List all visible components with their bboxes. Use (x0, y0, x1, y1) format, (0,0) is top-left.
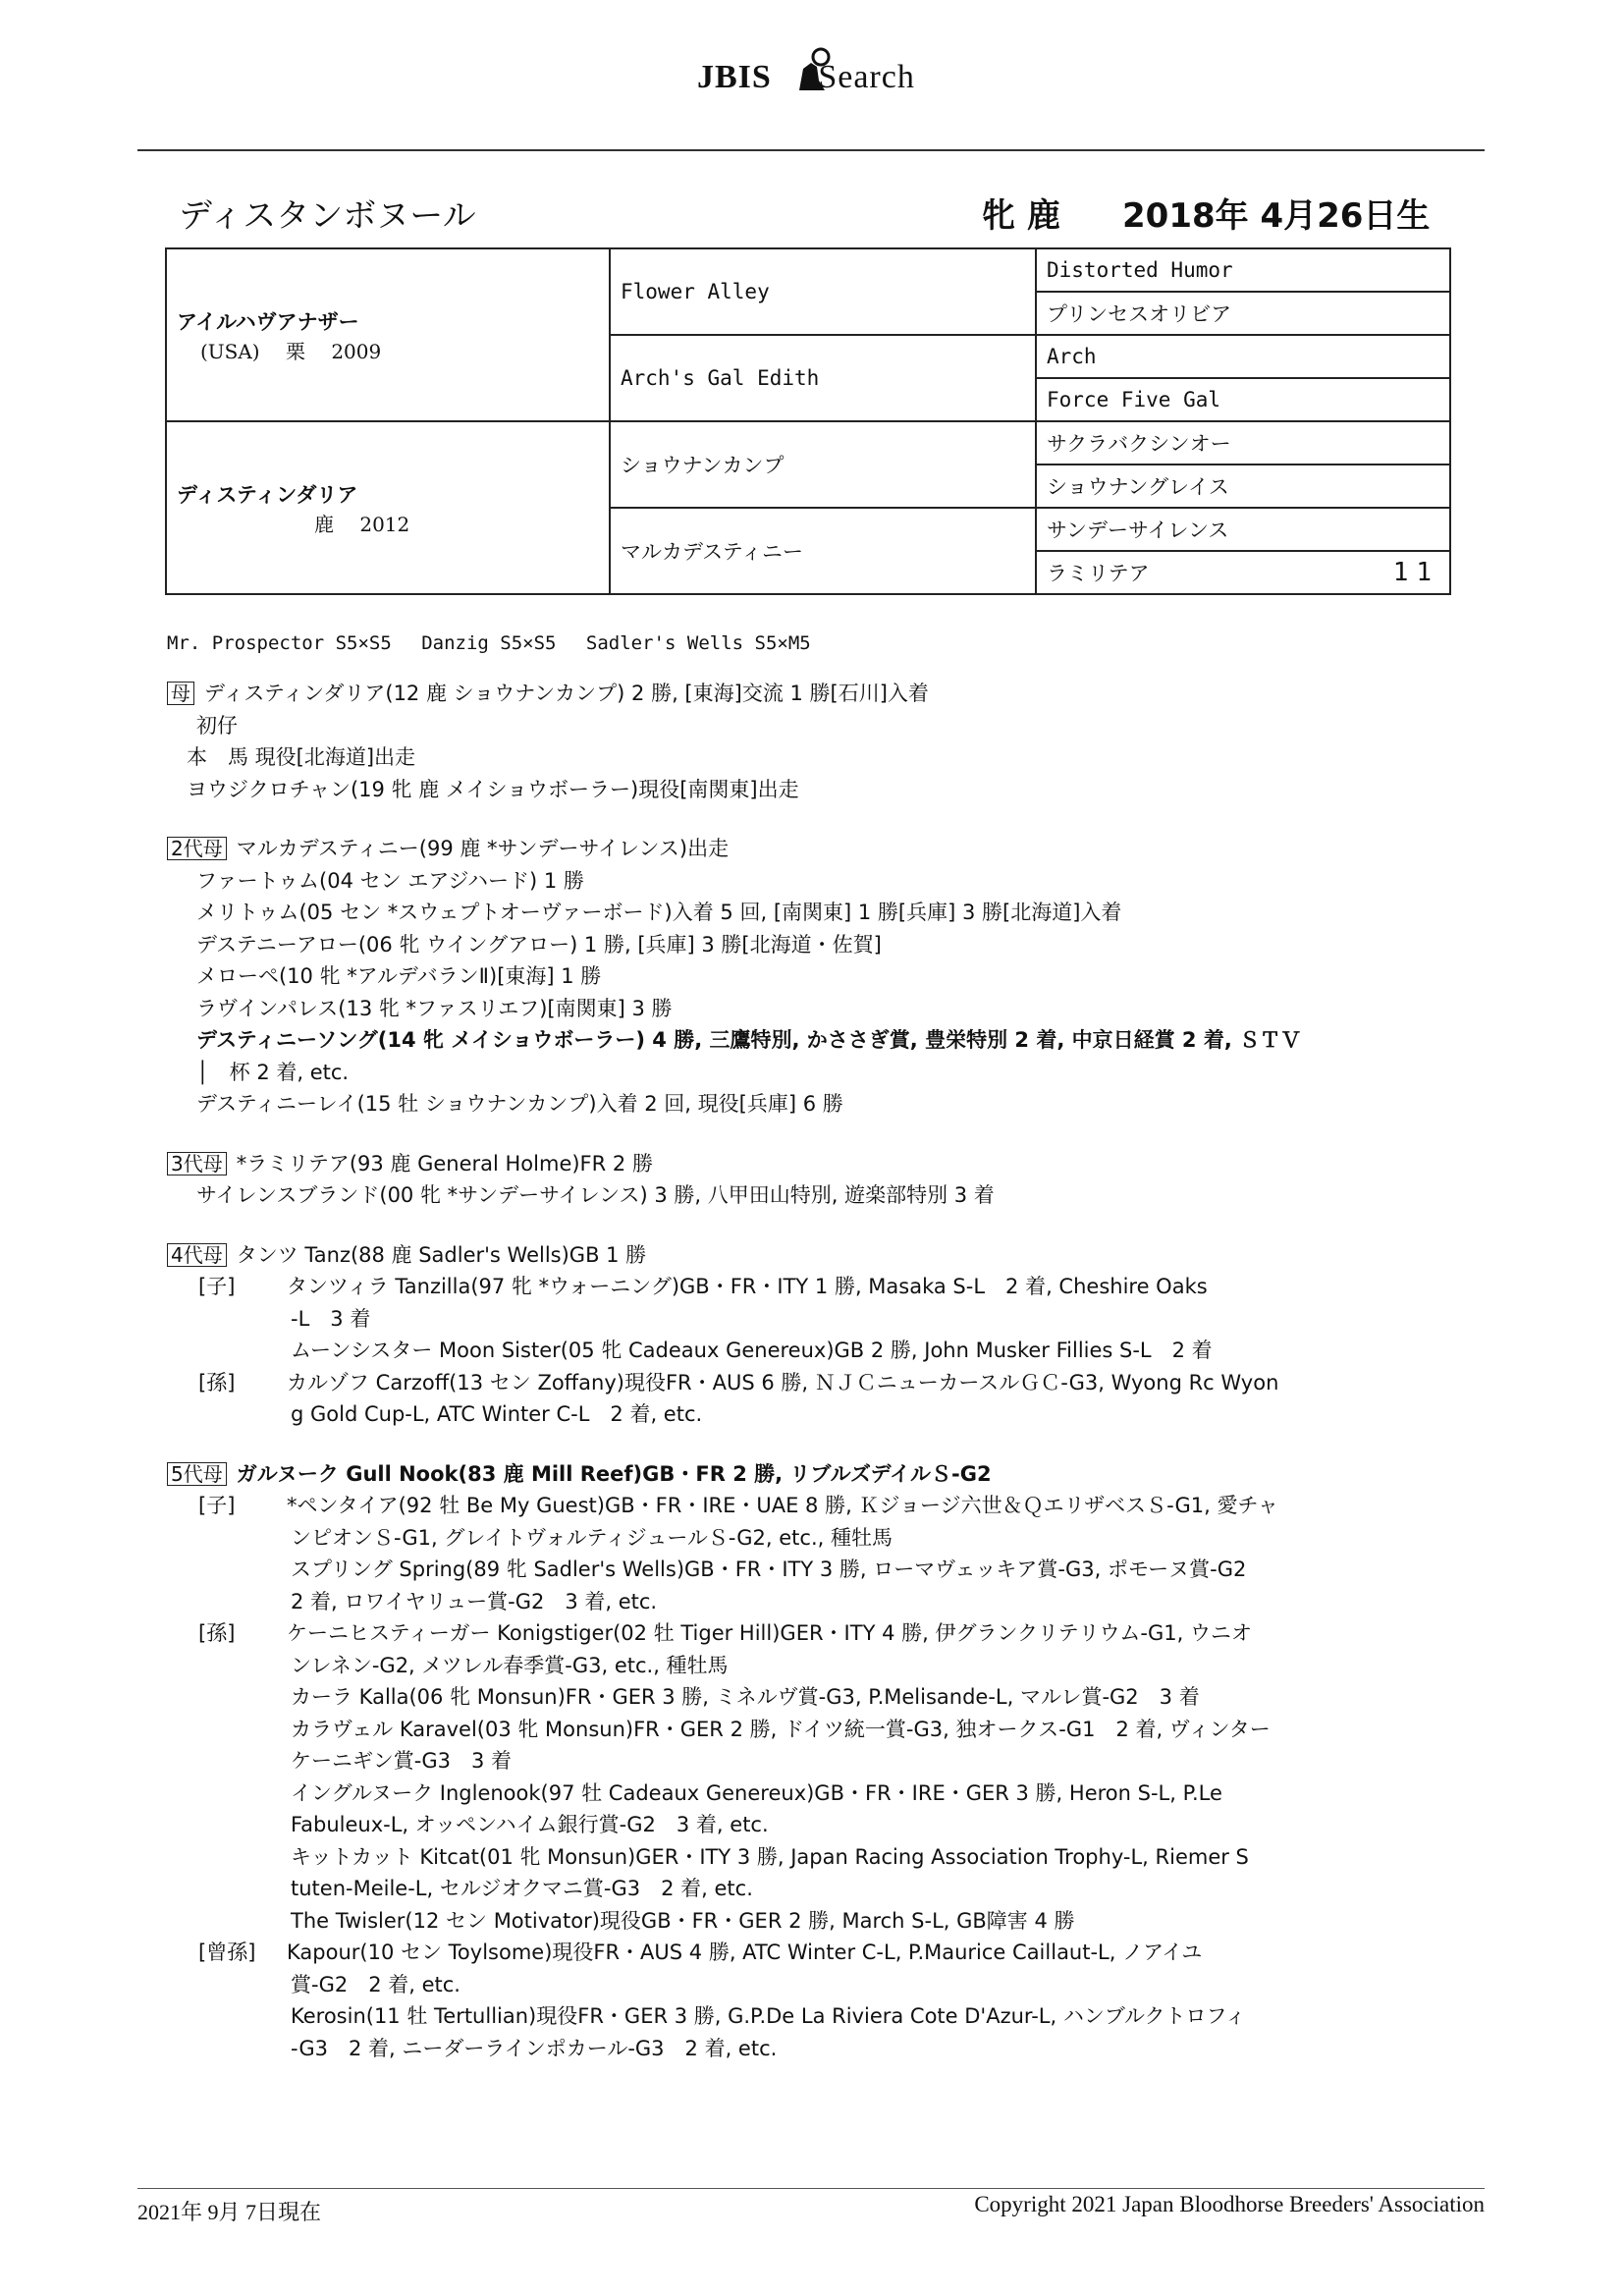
list-item: The Twisler(12 セン Motivator)現役GB・FR・GER 2 勝, March S-L, GB障害 4 勝 (291, 1908, 1075, 1933)
section-label-dam: 母 (167, 682, 194, 705)
section-label-2nd-dam: 2代母 (167, 837, 227, 860)
list-item: カーラ Kalla(06 牝 Monsun)FR・GER 3 勝, ミネルヴ賞-G3, P.Melisande-L, マルレ賞-G2 3 着 (291, 1685, 1200, 1709)
list-item: -G3 2 着, ニーダーラインポカール-G3 2 着, etc. (291, 2036, 778, 2060)
list-item: ラヴインパレス(13 牝 *ファスリエフ)[南関東] 3 勝 (196, 996, 673, 1020)
list-item: 初仔 (196, 713, 238, 738)
list-item: ファートゥム(04 セン エアジハード) 1 勝 (196, 868, 584, 893)
dam-head: ディスティンダリア(12 鹿 ショウナンカンプ) 2 勝, [東海]交流 1 勝[石川]入着 (204, 682, 929, 705)
list-item: キットカット Kitcat(01 牝 Monsun)GER・ITY 3 勝, Japan Racing Association Trophy-L, Riemer S (291, 1844, 1249, 1869)
list-item: g Gold Cup-L, ATC Winter C-L 2 着, etc. (291, 1402, 703, 1426)
horse-sex-color: 牝 鹿 (982, 196, 1060, 236)
list-item: 2 着, ロワイヤリュー賞-G2 3 着, etc. (291, 1589, 658, 1613)
ddd: ラミリテア (1047, 562, 1150, 585)
sdd: Force Five Gal (1036, 378, 1450, 421)
sire-cell (166, 248, 610, 421)
fifth-dam-head: ガルヌーク Gull Nook(83 鹿 Mill Reef)GB・FR 2 勝, リブルズデイルＳ-G2 (236, 1461, 992, 1486)
footer-copyright: Copyright 2021 Japan Bloodhorse Breeders' Association (974, 2192, 1485, 2216)
list-item: スプリング Spring(89 牝 Sadler's Wells)GB・FR・ITY 3 勝, ローマヴェッキア賞-G3, ポモーヌ賞-G2 (291, 1558, 1247, 1581)
sire-dam: Arch's Gal Edith (610, 335, 1036, 421)
list-item: ンレネン-G2, メツレル春季賞-G3, etc., 種牡馬 (291, 1653, 729, 1677)
tag-grandchild: [孫] (198, 1621, 236, 1645)
section-label-3rd-dam: 3代母 (167, 1152, 227, 1175)
list-item: ヨウジクロチャン(19 牝 鹿 メイショウボーラー)現役[南関東]出走 (187, 777, 799, 801)
family-record (167, 678, 1394, 2064)
list-item: カラヴェル Karavel(03 牝 Monsun)FR・GER 2 勝, ドイツ統一賞-G3, 独オークス-G1 2 着, ヴィンター (291, 1717, 1271, 1741)
horse-birth-date: 2018年 4月26日生 (1122, 196, 1431, 236)
sss: Distorted Humor (1036, 248, 1450, 292)
sire-sire: Flower Alley (610, 248, 1036, 335)
dds: サンデーサイレンス (1036, 508, 1450, 551)
dam-name: ディスティンダリア (177, 482, 358, 507)
list-item: メリトゥム(05 セン *スウェプトオーヴァーボード)入着 5 回, [南関東] 1 勝[兵庫] 3 勝[北海道]入着 (196, 901, 1122, 924)
tag-great-grandchild: [曾孫] (198, 1941, 256, 1964)
fourth-dam-head: タンツ Tanz(88 鹿 Sadler's Wells)GB 1 勝 (236, 1242, 647, 1267)
list-item: -L 3 着 (291, 1306, 371, 1331)
list-item: デスティニーソング(14 牝 メイショウボーラー) 4 勝, 三鷹特別, かささぎ賞, 豊栄特別 2 着, 中京日経賞 2 着, ＳＴＶ (196, 1028, 1302, 1052)
list-item: Fabuleux-L, オッペンハイム銀行賞-G2 3 着, etc. (291, 1813, 769, 1836)
list-item: タンツィラ Tanzilla(97 牝 *ウォーニング)GB・FR・ITY 1 勝, Masaka S-L 2 着, Cheshire Oaks (287, 1275, 1208, 1298)
third-dam-head: *ラミリテア(93 鹿 General Holme)FR 2 勝 (236, 1151, 653, 1175)
list-item: ケーニギン賞-G3 3 着 (291, 1749, 513, 1773)
list-item: tuten-Meile-L, セルジオクマニ賞-G3 2 着, etc. (291, 1877, 753, 1900)
sire-name: アイルハヴアナザー (177, 309, 359, 334)
list-item: 本 馬 現役[北海道]出走 (187, 745, 416, 769)
list-item: カルゾフ Carzoff(13 セン Zoffany)現役FR・AUS 6 勝, ＮＪＣニューカースルＧＣ-G3, Wyong Rc Wyon (287, 1370, 1279, 1394)
list-item: デスティニーレイ(15 牡 ショウナンカンプ)入着 2 回, 現役[兵庫] 6 勝 (196, 1092, 843, 1116)
sds: Arch (1036, 335, 1450, 378)
list-item: デステニーアロー(06 牝 ウイングアロー) 1 勝, [兵庫] 3 勝[北海道・佐賀] (196, 932, 882, 957)
tag-child: [子] (198, 1494, 236, 1517)
horse-name: ディスタンボヌール (179, 196, 476, 236)
list-item: │ 杯 2 着, etc. (196, 1060, 350, 1084)
dam-info: 鹿 2012 (314, 512, 410, 536)
second-dam-head: マルカデスティニー(99 鹿 *サンデーサイレンス)出走 (236, 837, 730, 860)
footer-rule (137, 2188, 1485, 2189)
footer-date: 2021年 9月 7日現在 (137, 2200, 322, 2224)
family-number: 11 (1392, 558, 1439, 587)
list-item: ンピオンＳ-G1, グレイトヴォルティジュールＳ-G2, etc., 種牡馬 (291, 1525, 893, 1550)
header-rule (137, 149, 1485, 151)
section-label-4th-dam: 4代母 (167, 1243, 227, 1267)
dam-dam: マルカデスティニー (610, 508, 1036, 594)
list-item: Kerosin(11 牡 Tertullian)現役FR・GER 3 勝, G.P.De La Riviera Cote D'Azur-L, ハンブルクトロフィ (291, 2004, 1246, 2028)
list-item: *ペンタイア(92 牡 Be My Guest)GB・FR・IRE・UAE 8 勝, Ｋジョージ六世＆ＱエリザベスＳ-G1, 愛チャ (287, 1494, 1278, 1517)
section-label-5th-dam: 5代母 (167, 1462, 227, 1486)
list-item: メローペ(10 牝 *アルデバランⅡ)[東海] 1 勝 (196, 964, 602, 988)
tag-child: [子] (198, 1275, 236, 1298)
jbis-logo (697, 59, 915, 96)
list-item: サイレンスブランド(00 牝 *サンデーサイレンス) 3 勝, 八甲田山特別, 遊楽部特別 3 着 (196, 1183, 995, 1207)
dsd: ショウナングレイス (1036, 465, 1450, 508)
dss: サクラバクシンオー (1036, 421, 1450, 465)
sire-info: (USA) 栗 2009 (200, 339, 382, 363)
tag-grandchild: [孫] (198, 1370, 236, 1394)
list-item: ムーンシスター Moon Sister(05 牝 Cadeaux Genereux)GB 2 勝, John Musker Fillies S-L 2 着 (291, 1339, 1213, 1362)
ddd-cell (1036, 551, 1450, 594)
ssd: プリンセスオリビア (1036, 292, 1450, 335)
dam-sire: ショウナンカンプ (610, 421, 1036, 508)
horse-magnifier-icon (795, 47, 835, 92)
list-item: 賞-G2 2 着, etc. (291, 1972, 460, 1996)
inbreeding-line: Mr. Prospector S5×S5 Danzig S5×S5 Sadler's Wells S5×M5 (167, 632, 811, 654)
dam-cell (166, 421, 610, 594)
list-item: ケーニヒスティーガー Konigstiger(02 牡 Tiger Hill)GER・ITY 4 勝, 伊グランクリテリウム-G1, ウニオ (287, 1621, 1252, 1645)
pedigree-table (165, 247, 1451, 595)
list-item: Kapour(10 セン Toylsome)現役FR・AUS 4 勝, ATC Winter C-L, P.Maurice Caillaut-L, ノアイユ (287, 1941, 1203, 1964)
logo-jbis-text: JBIS (697, 59, 772, 95)
logo-search-text: Search (818, 59, 915, 95)
list-item: イングルヌーク Inglenook(97 牡 Cadeaux Genereux)GB・FR・IRE・GER 3 勝, Heron S-L, P.Le (291, 1780, 1222, 1805)
